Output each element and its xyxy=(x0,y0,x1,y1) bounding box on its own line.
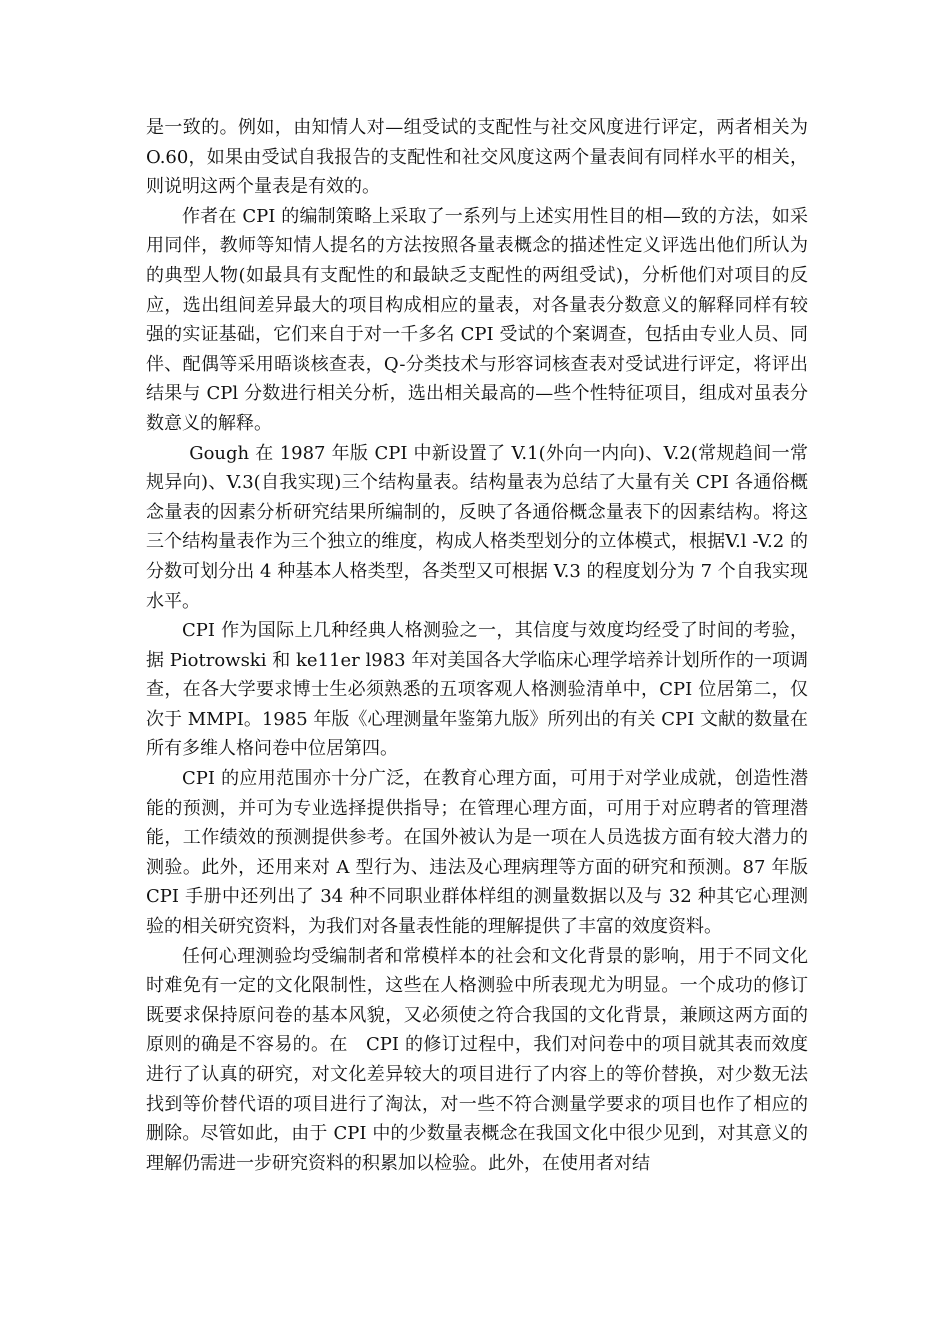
paragraph-cultural-revision: 任何心理测验均受编制者和常模样本的社会和文化背景的影响，用于不同文化时难免有一定的文化限制性，这些在人格测验中所表现尤为明显。一个成功的修订既要求保持原问卷的基本风貌，又必须使之符合我国的文化背景，兼顾这两方面的原则的确是不容易的。在 CPI 的修订过程中，我们对问卷中的项目就其表而效度进行了认真的研究，对文化差异较大的项目进行了内容上的等价替换，对少数无法找到等价替代语的项目进行了淘汰，对一些不符合测量学要求的项目也作了相应的删除。尽管如此，由于 CPI 中的少数量表概念在我国文化中很少见到，对其意义的理解仍需进一步研究资料的积累加以检验。此外，在使用者对结 xyxy=(146,945,808,1174)
paragraph-application-range: CPI 的应用范围亦十分广泛，在教育心理方面，可用于对学业成就，创造性潜能的预测，并可为专业选择提供指导；在管理心理方面，可用于对应聘者的管理潜能，工作绩效的预测提供参考。在国外被认为是一项在人员选拔方面有较大潜力的测验。此外，还用来对 A 型行为、违法及心理病理等方面的研究和预测。87 年版 CPI 手册中还列出了 34 种不同职业群体样组的测量数据以及与 32 种其它心理测验的相关研究资料，为我们对各量表性能的理解提供了丰富的效度资料。 xyxy=(146,768,808,938)
paragraph-reliability-validity: CPI 作为国际上几种经典人格测验之一，其信度与效度均经受了时间的考验，据 Piotrowski 和 ke11er l983 年对美国各大学临床心理学培养计划所作的一项调查，在各大学要求博士生必须熟悉的五项客观人格测验清单中，CPI 位居第二，仅次于 MMPI。1985 年版《心理测量年鉴第九版》所列出的有关 CPI 文献的数量在所有多维人格问卷中位居第四。 xyxy=(146,620,808,760)
paragraph-continuation: 是一致的。例如，由知情人对—组受试的支配性与社交风度进行评定，两者相关为 O.60，如果由受试自我报告的支配性和社交风度这两个量表间有同样水平的相关，则说明这两个量表是有效的。 xyxy=(146,117,808,198)
document-page xyxy=(146,113,808,1178)
paragraph-cpi-construction-strategy: 作者在 CPI 的编制策略上采取了一系列与上述实用性目的相—致的方法，如采用同伴，教师等知情人提名的方法按照各量表概念的描述性定义评选出他们所认为的典型人物(如最具有支配性的和最缺乏支配性的两组受试)，分析他们对项目的反应，选出组间差异最大的项目构成相应的量表，对各量表分数意义的解释同样有较强的实证基础，它们来自于对一千多名 CPI 受试的个案调查，包括由专业人员、同伴、配偶等采用晤谈核查表，Q-分类技术与形容词核查表对受试进行评定，将评出结果与 CPl 分数进行相关分析，选出相关最高的—些个性特征项目，组成对虽表分数意义的解释。 xyxy=(146,205,808,434)
paragraph-structural-scales: Gough 在 1987 年版 CPI 中新设置了 V.1(外向一内向)、V.2(常规趋间一常规异向)、V.3(自我实现)三个结构量表。结构量表为总结了大量有关 CPI 各通俗概念量表的因素分析研究结果所编制的，反映了各通俗概念量表下的因素结构。将这三个结构量表作为三个独立的维度，构成人格类型划分的立体模式，根据V.l -V.2 的分数可划分出 4 种基本人格类型，各类型又可根据 V.3 的程度划分为 7 个自我实现水平。 xyxy=(146,442,808,612)
